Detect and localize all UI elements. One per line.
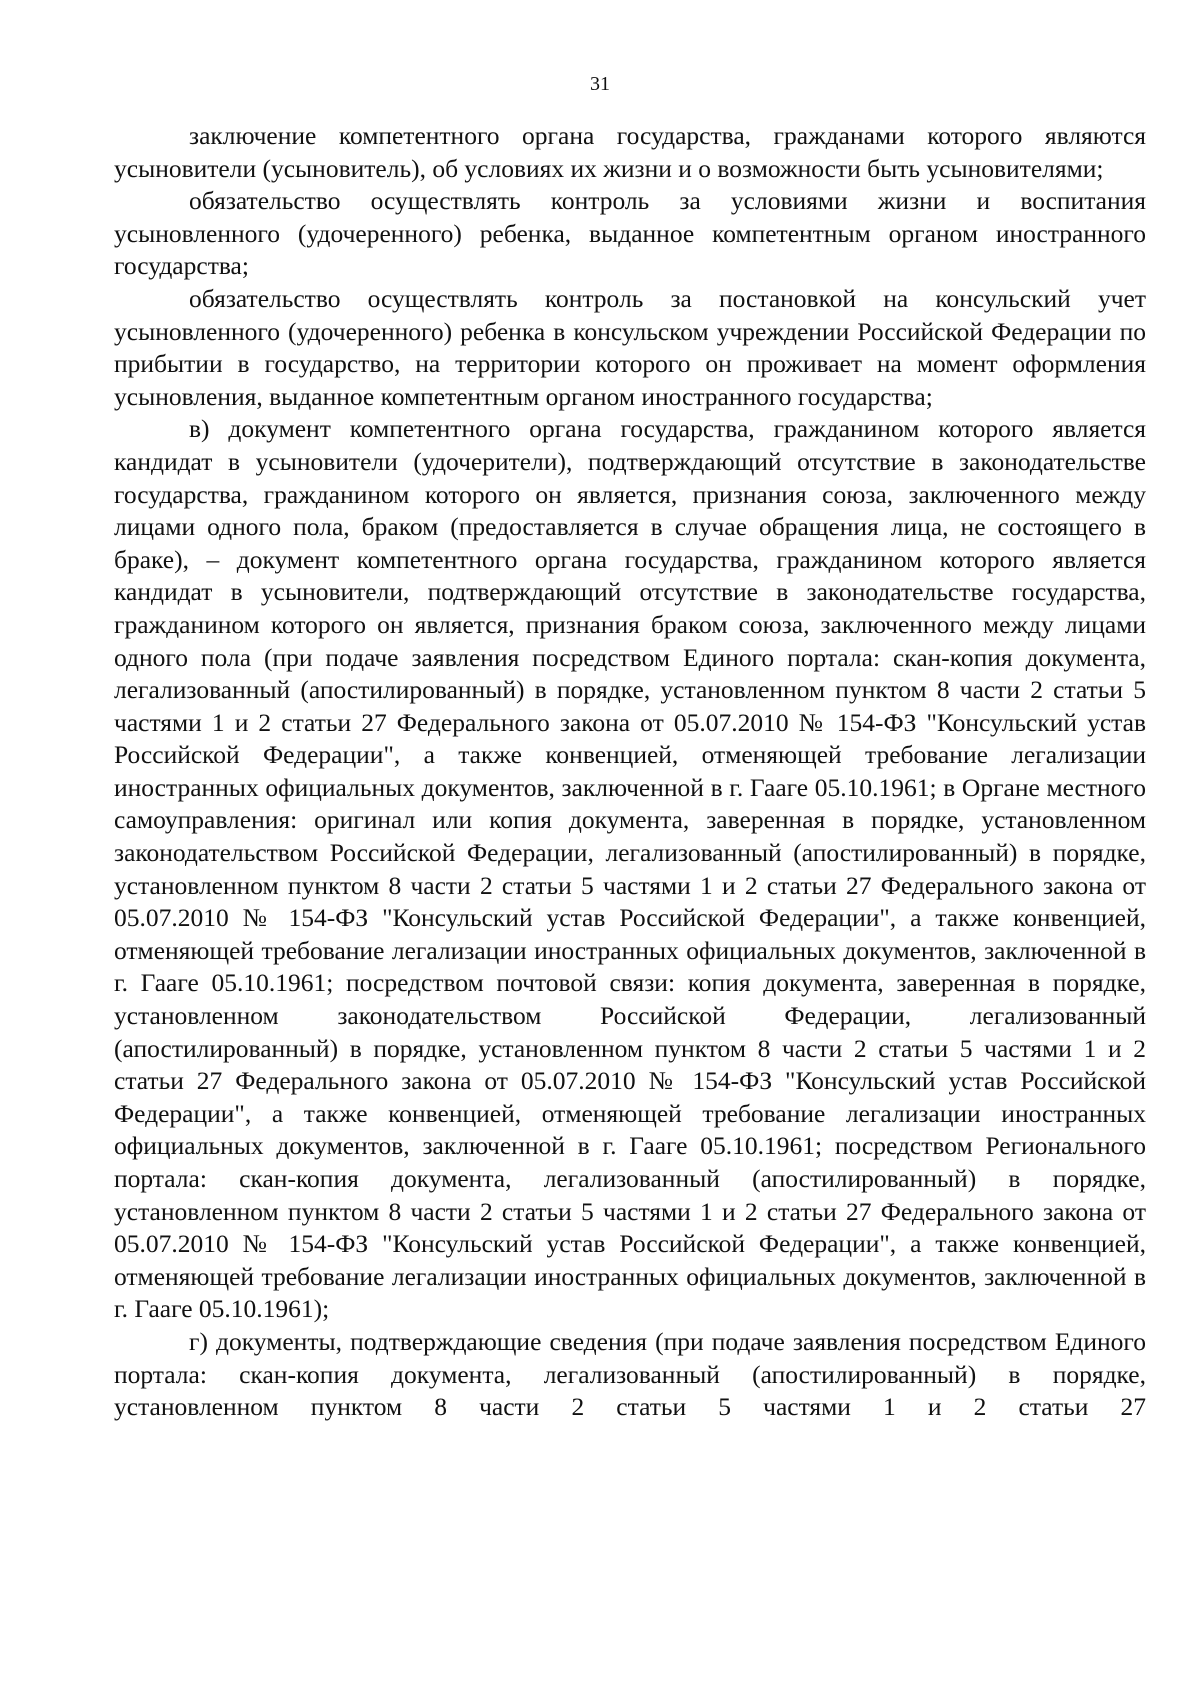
paragraph-item-g: г) документы, подтверждающие сведения (при подаче заявления посредством Единого портала: скан-копия документа, легализованный (апостилированный) в порядке, установленном пунктом 8 части 2 статьи 5 частями 1 и 2 статьи 27 [114, 1326, 1146, 1422]
paragraph-item-v: в) документ компетентного органа государства, гражданином которого является кандидат в усыновители (удочерители), подтверждающий отсутствие в законодательстве государства, гражданином которого он является, признания союза, заключенного между лицами одного пола, браком (предоставляется в случае обращения лица, не состоящего в браке), – документ компетентного органа государства, гражданином которого является кандидат в усыновители, подтверждающий отсутствие в законодательстве государства, гражданином которого он является, признания браком союза, заключенного между лицами одного пола (при подаче заявления посредством Единого портала: скан-копия документа, легализованный (апостилированный) в порядке, установленном пунктом 8 части 2 статьи 5 частями 1 и 2 статьи 27 Федерального закона от 05.07.2010 № 154-ФЗ "Консульский устав Российской Федерации", а также конвенцией, отменяющей требование легализации иностранных официальных документов, заключенной в г. Гааге 05.10.1961; в Органе местного самоуправления: оригинал или копия документа, заверенная в порядке, установленном законодательством Российской Федерации, легализованный (апостилированный) в порядке, установленном пунктом 8 части 2 статьи 5 частями 1 и 2 статьи 27 Федерального закона от 05.07.2010 № 154-ФЗ "Консульский устав Российской Федерации", а также конвенцией, отменяющей требование легализации иностранных официальных документов, заключенной в г. Гааге 05.10.1961; посредством почтовой связи: копия документа, заверенная в порядке, установленном законодательством Российской Федерации, легализованный (апостилированный) в порядке, установленном пунктом 8 части 2 статьи 5 частями 1 и 2 статьи 27 Федерального закона от 05.07.2010 № 154-ФЗ "Консульский устав Российской Федерации", а также конвенцией, отменяющей требование легализации иностранных официальных документов, заключенной в г. Гааге 05.10.1961; посредством Регионального портала: скан-копия документа, легализованный (апостилированный) в порядке, установленном пунктом 8 части 2 статьи 5 частями 1 и 2 статьи 27 Федерального закона от 05.07.2010 № 154-ФЗ "Консульский устав Российской Федерации", а также конвенцией, отменяющей требование легализации иностранных официальных документов, заключенной в г. Гааге 05.10.1961); [114, 414, 1146, 1324]
document-body [114, 120, 1146, 1424]
paragraph-consular-registration-obligation: обязательство осуществлять контроль за постановкой на консульский учет усыновленного (удочеренного) ребенка в консульском учреждении Российской Федерации по прибытии в государство, на территории которого он проживает на момент оформления усыновления, выданное компетентным органом иностранного государства; [114, 283, 1146, 411]
paragraph-adopter-conclusion: заключение компетентного органа государства, гражданами которого являются усыновители (усыновитель), об условиях их жизни и о возможности быть усыновителями; [114, 121, 1146, 183]
paragraph-living-conditions-obligation: обязательство осуществлять контроль за условиями жизни и воспитания усыновленного (удочеренного) ребенка, выданное компетентным органом иностранного государства; [114, 186, 1146, 281]
page-number: 31 [590, 73, 610, 95]
